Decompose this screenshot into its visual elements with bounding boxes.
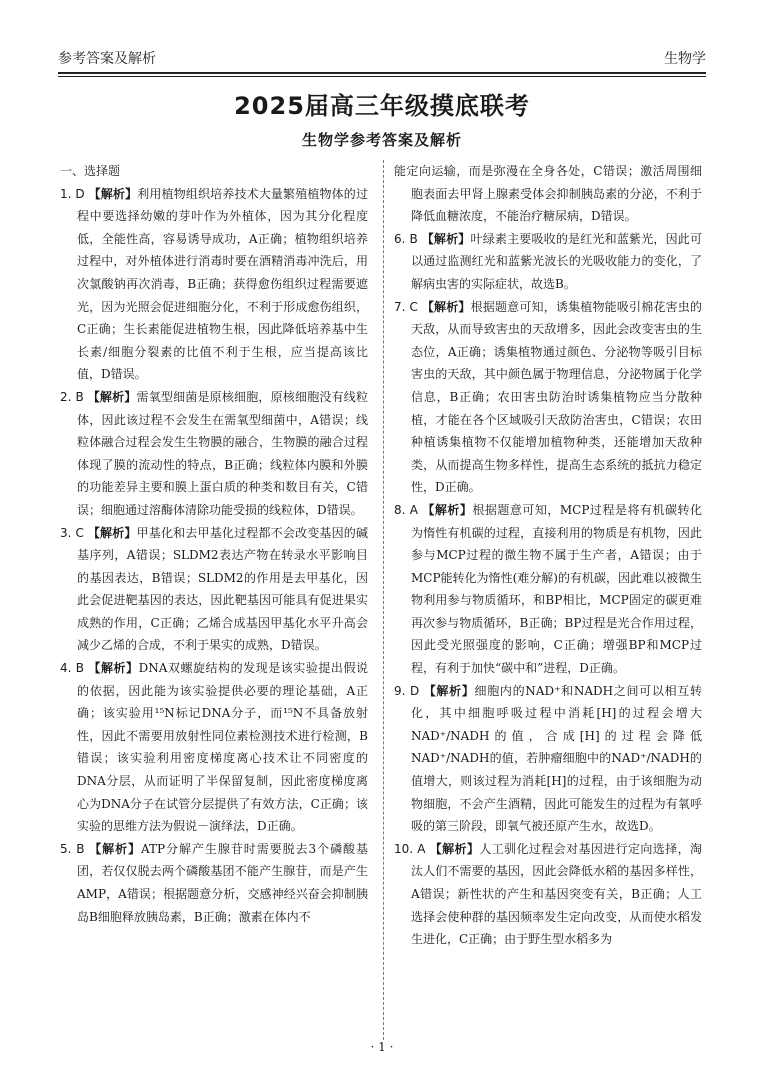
page-header (58, 44, 706, 70)
document-subtitle: 生物学参考答案及解析 (301, 131, 462, 149)
answer-text: 需氧型细菌是原核细胞，原核细胞没有线粒体，因此该过程不会发生在需氧型细菌中，A错误；线粒体融合过程会发生生物膜的融合，生物膜的融合过程体现了膜的流动性的特点，B正确；线粒体内膜和外膜的功能差异主要和膜上蛋白质的种类和数目有关，C错误；细胞通过溶酶体清除功能受损的线粒体，D错误。 (77, 389, 368, 517)
answer-number: 5. B (60, 841, 85, 856)
answer-text: 根据题意可知，诱集植物能吸引棉花害虫的天敌，从而导致害虫的天敌增多，因此会改变害虫的生态位，A正确；诱集植物通过颜色、分泌物等吸引目标害虫的天敌，其中颜色属于物理信息，分泌物属于化学信息，B正确；农田害虫防治时诱集植物应当分散种植，才能在各个区域吸引天敌防治害虫，C错误；农田种植诱集植物不仅能增加植物种类，还能增加天敌种类，从而提高生物多样性，提高生态系统的抵抗力稳定性，D正确。 (411, 299, 702, 495)
answer-item (60, 183, 368, 386)
analysis-tag: 【解析】 (421, 231, 471, 246)
section-heading: 一、选择题 (60, 164, 121, 178)
answer-number: 6. B (394, 231, 418, 246)
header-rule (58, 72, 706, 74)
answer-number: 9. D (394, 683, 420, 698)
left-column (60, 160, 368, 928)
answer-text: 利用植物组织培养技术大量繁殖植物体的过程中要选择幼嫩的芽叶作为外植体，因为其分化程度低，全能性高，容易诱导成功，A正确；植物组织培养过程中，对外植体进行消毒时要在酒精消毒冲洗后，用次氯酸钠再次消毒，B正确；获得愈伤组织过程需要遮光，因为光照会促进细胞分化，不利于形成愈伤组织，C正确；生长素能促进植物生根，因此降低培养基中生长素/细胞分裂素的比值不利于生根，应当提高该比值，D错误。 (77, 186, 368, 382)
answer-item (60, 838, 368, 928)
answer-number: 3. C (60, 525, 84, 540)
header-subject-label: 生物学 (664, 51, 706, 67)
column-divider (383, 160, 384, 1040)
answer-text: ATP分解产生腺苷时需要脱去3个磷酸基团，若仅仅脱去两个磷酸基团不能产生腺苷，而是产生AMP，A错误；根据题意分析，交感神经兴奋会抑制胰岛B细胞释放胰岛素，B正确；激素在体内不 (77, 841, 368, 924)
answer-item (60, 657, 368, 838)
answer-continuation (394, 160, 702, 228)
answer-item (60, 386, 368, 522)
answer-text: 细胞内的NAD⁺和NADH之间可以相互转化，其中细胞呼吸过程中消耗[H]的过程会增大NAD⁺/NADH的值，合成[H]的过程会降低NAD⁺/NADH的值，若肿瘤细胞中的NAD⁺/NADH的值增大，则该过程为消耗[H]的过程，由于该细胞为动物细胞，不会产生酒精，因此可能发生的过程为有氧呼吸的第三阶段，即氧气被还原产生水，故选D。 (411, 683, 702, 834)
answer-number: 4. B (60, 661, 85, 676)
header-rule-thin (58, 76, 706, 77)
analysis-tag: 【解析】 (88, 186, 138, 201)
answer-item (394, 680, 702, 838)
document-title: 2025届高三年级摸底联考 (234, 92, 530, 120)
answer-item (394, 499, 702, 680)
answer-item (394, 228, 702, 296)
answer-number: 8. A (394, 502, 418, 517)
answer-number: 2. B (60, 389, 84, 404)
answer-text: 能定向运输，而是弥漫在全身各处，C错误；激活周围细胞表面去甲肾上腺素受体会抑制胰岛素的分泌，不利于降低血糖浓度，不能治疗糖尿病，D错误。 (394, 164, 702, 224)
page-number: · 1 · (370, 1040, 394, 1054)
analysis-tag: 【解析】 (422, 502, 473, 517)
answer-item (60, 522, 368, 658)
answer-text: 甲基化和去甲基化过程都不会改变基因的碱基序列，A错误；SLDM2表达产物在转录水平影响目的基因表达，B错误；SLDM2的作用是去甲基化，因此会促进靶基因的表达，因此靶基因可能具有促进果实成熟的作用，C正确；乙烯合成基因甲基化水平升高会减少乙烯的合成，不利于果实的成熟，D错误。 (77, 525, 368, 653)
answer-text: 根据题意可知，MCP过程是将有机碳转化为惰性有机碳的过程，直接利用的物质是有机物，因此参与MCP过程的微生物不属于生产者，A错误；由于MCP能转化为惰性(难分解)的有机碳，因此难以被微生物利用参与物质循环，和BP相比，MCP固定的碳更难再次参与物质循环，B正确；BP过程是光合作用过程，因此受光照强度的影响，C正确；增强BP和MCP过程，有利于加快“碳中和”进程，D正确。 (411, 502, 702, 676)
right-column (394, 160, 702, 951)
analysis-tag: 【解析】 (89, 841, 142, 856)
header-left-label: 参考答案及解析 (58, 51, 156, 67)
answer-text: DNA双螺旋结构的发现是该实验提出假说的依据，因此能为该实验提供必要的理论基础，A正确；该实验用¹⁵N标记DNA分子，而¹⁵N不具备放射性，因此不需要用放射性同位素检测技术进行检测，B错误；该实验利用密度梯度离心技术让不同密度的DNA分层，从而证明了半保留复制，因此密度梯度离心为DNA分子在试管分层提供了有效方法，C正确；该实验的思维方法为假说－演绎法，D正确。 (77, 661, 368, 834)
answer-item (394, 838, 702, 951)
analysis-tag: 【解析】 (88, 661, 139, 676)
analysis-tag: 【解析】 (423, 683, 475, 698)
answer-text: 叶绿素主要吸收的是红光和蓝紫光，因此可以通过监测红光和蓝紫光波长的光吸收能力的变化，了解病虫害的实际症状，故选B。 (411, 231, 702, 291)
analysis-tag: 【解析】 (87, 525, 137, 540)
analysis-tag: 【解析】 (87, 389, 137, 404)
analysis-tag: 【解析】 (421, 299, 471, 314)
answer-text: 人工驯化过程会对基因进行定向选择，淘汰人们不需要的基因，因此会降低水稻的基因多样性，A错误；新性状的产生和基因突变有关，B正确；人工选择会使种群的基因频率发生定向改变，从而使水稻发生进化，C正确；由于野生型水稻多为 (411, 841, 702, 947)
analysis-tag: 【解析】 (429, 841, 480, 856)
answer-number: 10. A (394, 841, 426, 856)
answer-number: 7. C (394, 299, 418, 314)
answer-number: 1. D (60, 186, 85, 201)
answer-item (394, 296, 702, 499)
